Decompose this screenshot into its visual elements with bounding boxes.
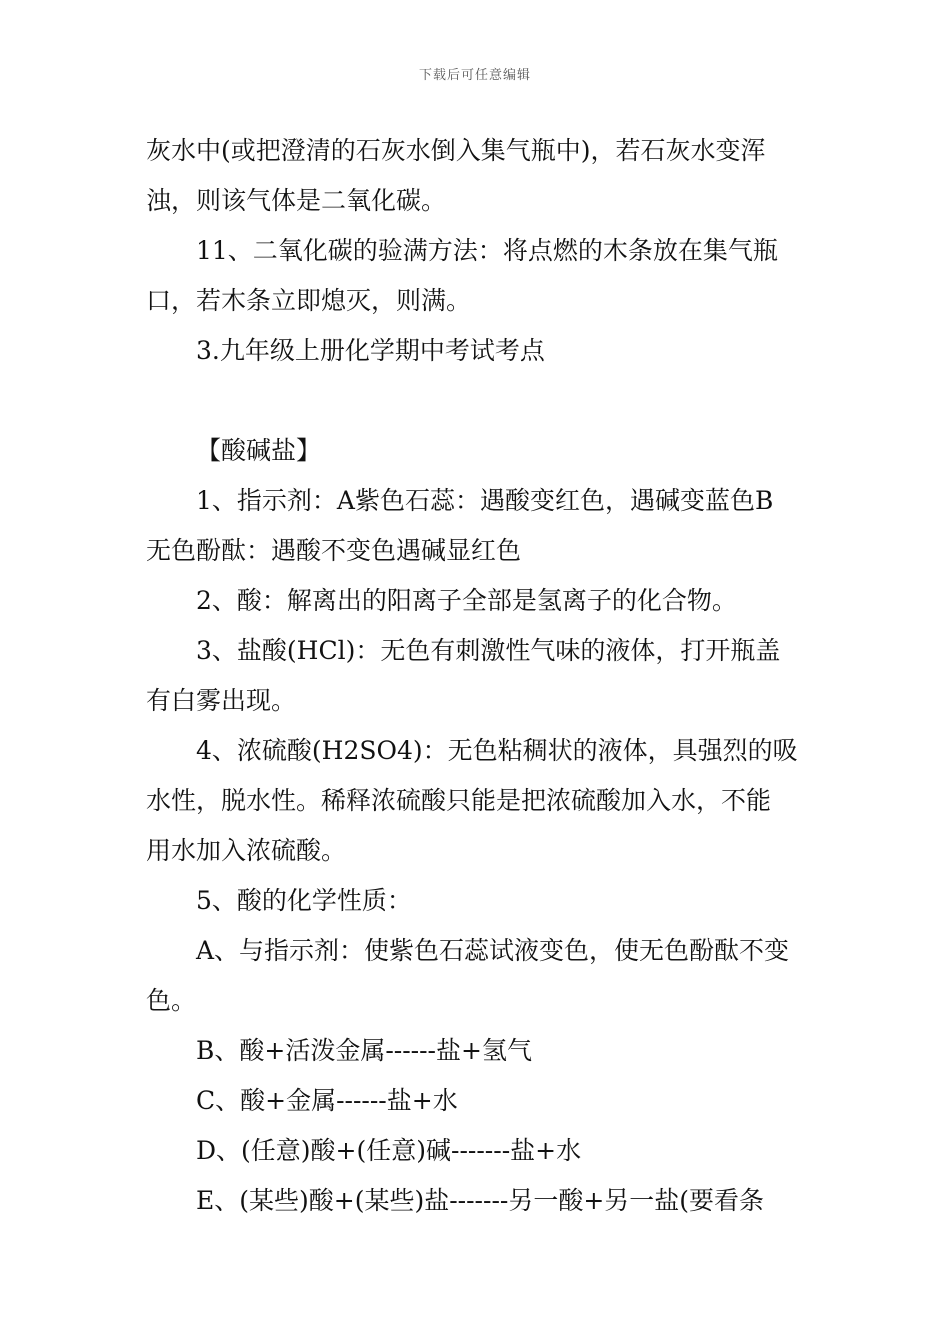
paragraph-line: 口，若木条立即熄灭，则满。 — [146, 286, 472, 315]
paragraph-line: 1、指示剂：A紫色石蕊：遇酸变红色，遇碱变蓝色B — [196, 486, 774, 515]
paragraph-line: 3、盐酸(HCl)：无色有刺激性气味的液体，打开瓶盖 — [196, 636, 781, 665]
paragraph-line: C、酸+金属------盐+水 — [196, 1086, 458, 1115]
paragraph-line: 5、酸的化学性质： — [196, 886, 412, 915]
paragraph-line: A、与指示剂：使紫色石蕊试液变色，使无色酚酞不变 — [196, 936, 790, 965]
paragraph-line: 用水加入浓硫酸。 — [146, 836, 347, 865]
paragraph-line: 4、浓硫酸(H2SO4)：无色粘稠状的液体，具强烈的吸 — [196, 736, 798, 765]
paragraph-line: 11、二氧化碳的验满方法：将点燃的木条放在集气瓶 — [196, 236, 778, 265]
page-header: 下载后可任意编辑 — [418, 68, 531, 83]
paragraph-line: 色。 — [146, 986, 197, 1015]
paragraph-line: E、(某些)酸+(某些)盐-------另一酸+另一盐(要看条 — [196, 1186, 765, 1215]
paragraph-line: 2、酸：解离出的阳离子全部是氢离子的化合物。 — [196, 586, 737, 615]
paragraph-line: B、酸+活泼金属------盐+氢气 — [196, 1036, 532, 1065]
paragraph-line: 无色酚酞：遇酸不变色遇碱显红色 — [146, 536, 522, 565]
paragraph-line: 水性，脱水性。稀释浓硫酸只能是把浓硫酸加入水，不能 — [146, 786, 772, 815]
document-body — [146, 126, 810, 1226]
paragraph-line: D、(任意)酸+(任意)碱-------盐+水 — [196, 1136, 582, 1165]
section-heading: 3.九年级上册化学期中考试考点 — [196, 336, 545, 365]
spacer — [146, 376, 810, 426]
paragraph-line: 灰水中(或把澄清的石灰水倒入集气瓶中)，若石灰水变浑 — [146, 136, 766, 165]
section-title: 【酸碱盐】 — [196, 436, 322, 465]
paragraph-line: 有白雾出现。 — [146, 686, 297, 715]
paragraph-line: 浊，则该气体是二氧化碳。 — [146, 186, 447, 215]
